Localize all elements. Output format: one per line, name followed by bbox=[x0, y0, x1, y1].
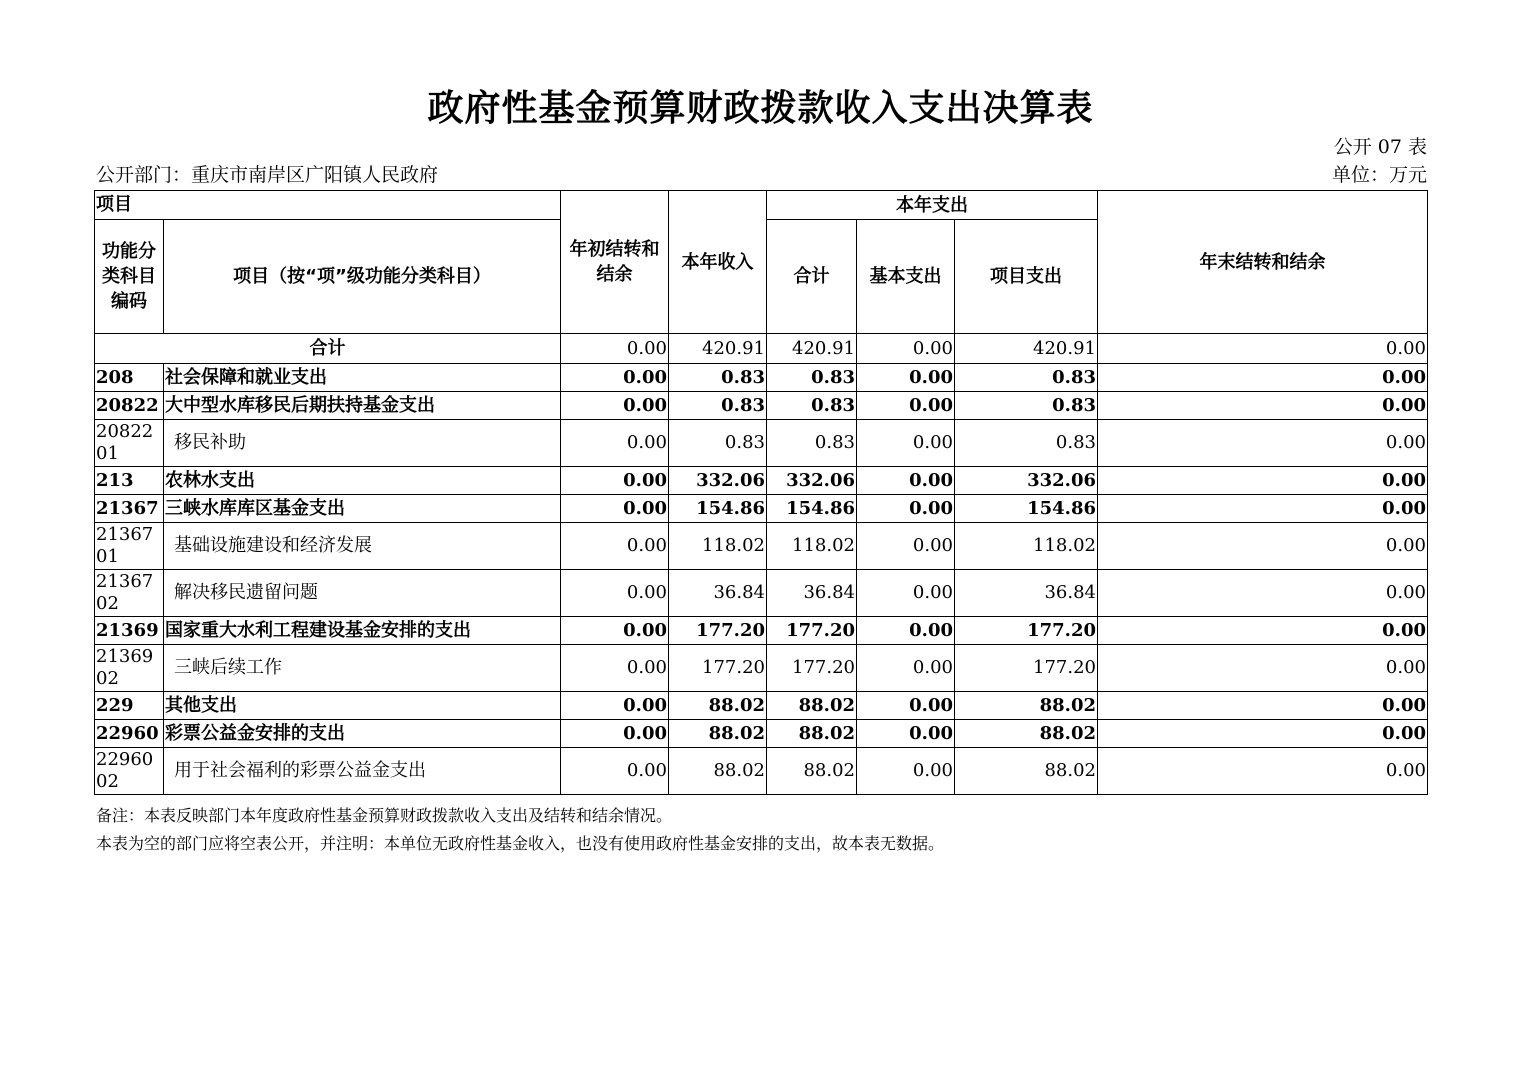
cell-basic: 0.00 bbox=[857, 420, 955, 467]
cell-closing: 0.00 bbox=[1098, 420, 1428, 467]
cell-income: 154.86 bbox=[669, 495, 767, 523]
header-opening-balance: 年初结转和结余 bbox=[561, 191, 669, 334]
cell-total: 332.06 bbox=[767, 467, 857, 495]
header-basic-expense: 基本支出 bbox=[857, 220, 955, 334]
cell-project: 88.02 bbox=[955, 692, 1098, 720]
cell-name: 大中型水库移民后期扶持基金支出 bbox=[164, 392, 561, 420]
cell-basic: 0.00 bbox=[857, 570, 955, 617]
cell-basic: 0.00 bbox=[857, 748, 955, 795]
cell-name: 国家重大水利工程建设基金安排的支出 bbox=[164, 617, 561, 645]
cell-project: 88.02 bbox=[955, 748, 1098, 795]
cell-code: 22960 bbox=[95, 720, 164, 748]
header-func-code: 功能分类科目编码 bbox=[95, 220, 164, 334]
cell-opening: 0.00 bbox=[561, 523, 669, 570]
cell-project: 36.84 bbox=[955, 570, 1098, 617]
header-project-expense: 项目支出 bbox=[955, 220, 1098, 334]
cell-basic: 0.00 bbox=[857, 523, 955, 570]
cell-project: 420.91 bbox=[955, 334, 1098, 364]
cell-name: 其他支出 bbox=[164, 692, 561, 720]
table-row bbox=[95, 617, 1428, 645]
cell-opening: 0.00 bbox=[561, 720, 669, 748]
cell-code: 2296002 bbox=[95, 748, 164, 795]
cell-total: 88.02 bbox=[767, 748, 857, 795]
cell-opening: 0.00 bbox=[561, 420, 669, 467]
cell-total: 0.83 bbox=[767, 364, 857, 392]
total-row bbox=[95, 334, 1428, 364]
cell-basic: 0.00 bbox=[857, 334, 955, 364]
cell-code: 21369 bbox=[95, 617, 164, 645]
cell-closing: 0.00 bbox=[1098, 495, 1428, 523]
cell-closing: 0.00 bbox=[1098, 467, 1428, 495]
cell-income: 332.06 bbox=[669, 467, 767, 495]
header-closing-balance: 年末结转和结余 bbox=[1098, 191, 1428, 334]
header-project: 项目 bbox=[95, 191, 561, 220]
table-body bbox=[95, 334, 1428, 795]
table-row bbox=[95, 392, 1428, 420]
cell-income: 420.91 bbox=[669, 334, 767, 364]
cell-total: 177.20 bbox=[767, 645, 857, 692]
cell-income: 177.20 bbox=[669, 617, 767, 645]
cell-income: 177.20 bbox=[669, 645, 767, 692]
cell-opening: 0.00 bbox=[561, 364, 669, 392]
cell-closing: 0.00 bbox=[1098, 334, 1428, 364]
table-row bbox=[95, 692, 1428, 720]
cell-code: 2136902 bbox=[95, 645, 164, 692]
note-line-2: 本表为空的部门应将空表公开，并注明：本单位无政府性基金收入，也没有使用政府性基金安排的支出，故本表无数据。 bbox=[96, 834, 945, 853]
cell-basic: 0.00 bbox=[857, 617, 955, 645]
cell-name: 用于社会福利的彩票公益金支出 bbox=[164, 748, 561, 795]
cell-basic: 0.00 bbox=[857, 467, 955, 495]
cell-opening: 0.00 bbox=[561, 467, 669, 495]
cell-project: 118.02 bbox=[955, 523, 1098, 570]
cell-opening: 0.00 bbox=[561, 334, 669, 364]
cell-opening: 0.00 bbox=[561, 495, 669, 523]
cell-code: 208 bbox=[95, 364, 164, 392]
cell-name: 社会保障和就业支出 bbox=[164, 364, 561, 392]
cell-closing: 0.00 bbox=[1098, 523, 1428, 570]
cell-income: 0.83 bbox=[669, 392, 767, 420]
cell-basic: 0.00 bbox=[857, 692, 955, 720]
cell-opening: 0.00 bbox=[561, 748, 669, 795]
cell-total: 36.84 bbox=[767, 570, 857, 617]
cell-closing: 0.00 bbox=[1098, 692, 1428, 720]
note-line-1: 备注：本表反映部门本年度政府性基金预算财政拨款收入支出及结转和结余情况。 bbox=[96, 806, 673, 825]
cell-code: 2136702 bbox=[95, 570, 164, 617]
header-income: 本年收入 bbox=[669, 191, 767, 334]
cell-name: 彩票公益金安排的支出 bbox=[164, 720, 561, 748]
cell-closing: 0.00 bbox=[1098, 720, 1428, 748]
header-expense-total: 合计 bbox=[767, 220, 857, 334]
cell-total: 420.91 bbox=[767, 334, 857, 364]
cell-opening: 0.00 bbox=[561, 645, 669, 692]
cell-closing: 0.00 bbox=[1098, 748, 1428, 795]
cell-name: 农林水支出 bbox=[164, 467, 561, 495]
table-row bbox=[95, 523, 1428, 570]
cell-code: 229 bbox=[95, 692, 164, 720]
cell-opening: 0.00 bbox=[561, 392, 669, 420]
table-header bbox=[95, 191, 1428, 334]
page-title: 政府性基金预算财政拨款收入支出决算表 bbox=[427, 88, 1094, 129]
cell-basic: 0.00 bbox=[857, 720, 955, 748]
cell-closing: 0.00 bbox=[1098, 645, 1428, 692]
header-expense-group: 本年支出 bbox=[767, 191, 1098, 220]
cell-project: 154.86 bbox=[955, 495, 1098, 523]
cell-project: 332.06 bbox=[955, 467, 1098, 495]
cell-closing: 0.00 bbox=[1098, 570, 1428, 617]
cell-basic: 0.00 bbox=[857, 495, 955, 523]
table-row bbox=[95, 645, 1428, 692]
table-row bbox=[95, 720, 1428, 748]
form-number: 公开 07 表 bbox=[1333, 136, 1427, 158]
cell-code: 2136701 bbox=[95, 523, 164, 570]
cell-income: 118.02 bbox=[669, 523, 767, 570]
cell-basic: 0.00 bbox=[857, 392, 955, 420]
cell-code: 21367 bbox=[95, 495, 164, 523]
table-row bbox=[95, 420, 1428, 467]
header-item-name: 项目（按“项”级功能分类科目） bbox=[164, 220, 561, 334]
cell-code: 20822 bbox=[95, 392, 164, 420]
cell-closing: 0.00 bbox=[1098, 364, 1428, 392]
cell-basic: 0.00 bbox=[857, 645, 955, 692]
table-row bbox=[95, 570, 1428, 617]
cell-income: 88.02 bbox=[669, 748, 767, 795]
cell-total: 154.86 bbox=[767, 495, 857, 523]
cell-total: 118.02 bbox=[767, 523, 857, 570]
cell-code: 213 bbox=[95, 467, 164, 495]
cell-total: 88.02 bbox=[767, 720, 857, 748]
table-row bbox=[95, 467, 1428, 495]
cell-name: 三峡后续工作 bbox=[164, 645, 561, 692]
cell-opening: 0.00 bbox=[561, 570, 669, 617]
cell-project: 0.83 bbox=[955, 364, 1098, 392]
cell-name: 基础设施建设和经济发展 bbox=[164, 523, 561, 570]
cell-total: 0.83 bbox=[767, 392, 857, 420]
cell-total: 0.83 bbox=[767, 420, 857, 467]
cell-income: 0.83 bbox=[669, 420, 767, 467]
cell-total: 177.20 bbox=[767, 617, 857, 645]
cell-income: 36.84 bbox=[669, 570, 767, 617]
cell-name: 移民补助 bbox=[164, 420, 561, 467]
cell-opening: 0.00 bbox=[561, 692, 669, 720]
cell-income: 88.02 bbox=[669, 692, 767, 720]
cell-opening: 0.00 bbox=[561, 617, 669, 645]
cell-code: 2082201 bbox=[95, 420, 164, 467]
table-row bbox=[95, 364, 1428, 392]
table-row bbox=[95, 495, 1428, 523]
cell-closing: 0.00 bbox=[1098, 617, 1428, 645]
budget-table bbox=[94, 190, 1428, 795]
total-label: 合计 bbox=[95, 334, 561, 364]
cell-project: 0.83 bbox=[955, 392, 1098, 420]
department-label: 公开部门：重庆市南岸区广阳镇人民政府 bbox=[96, 164, 439, 186]
cell-income: 0.83 bbox=[669, 364, 767, 392]
cell-closing: 0.00 bbox=[1098, 392, 1428, 420]
cell-income: 88.02 bbox=[669, 720, 767, 748]
cell-name: 三峡水库库区基金支出 bbox=[164, 495, 561, 523]
unit-label: 单位：万元 bbox=[1331, 164, 1427, 186]
cell-project: 177.20 bbox=[955, 617, 1098, 645]
cell-project: 0.83 bbox=[955, 420, 1098, 467]
cell-name: 解决移民遗留问题 bbox=[164, 570, 561, 617]
cell-basic: 0.00 bbox=[857, 364, 955, 392]
table-row bbox=[95, 748, 1428, 795]
cell-total: 88.02 bbox=[767, 692, 857, 720]
cell-project: 88.02 bbox=[955, 720, 1098, 748]
cell-project: 177.20 bbox=[955, 645, 1098, 692]
